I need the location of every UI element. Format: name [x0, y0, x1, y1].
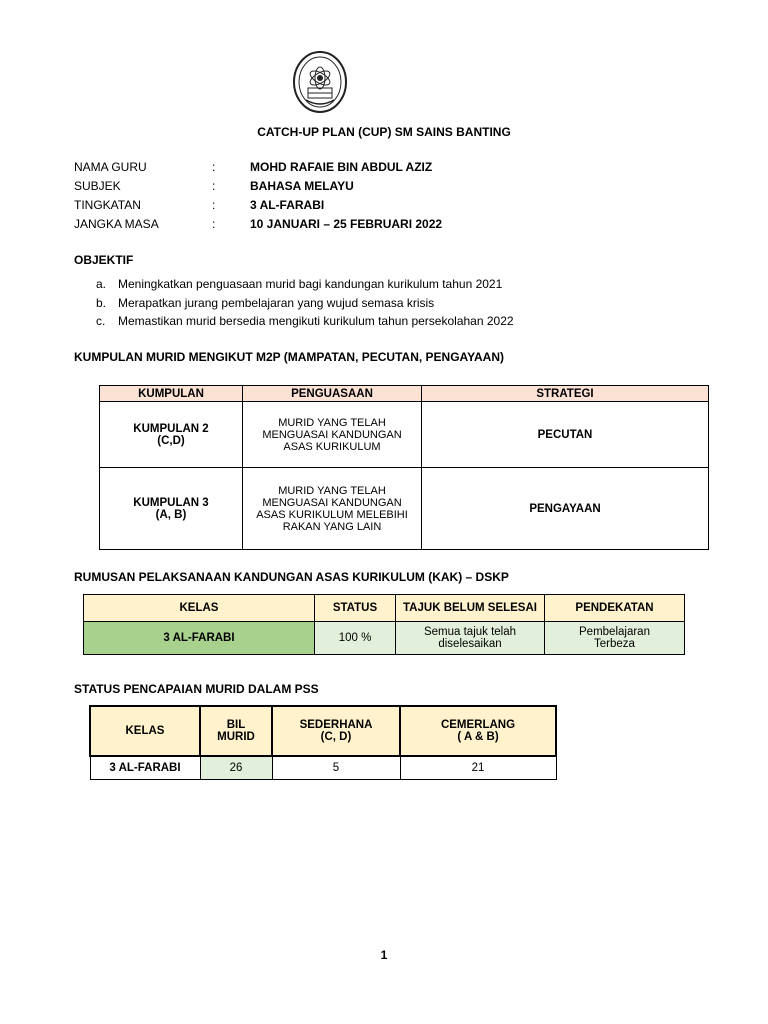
info-value: 3 AL-FARABI [250, 198, 325, 212]
table-cell: 26 [200, 756, 272, 780]
column-header [272, 706, 400, 756]
info-value: 10 JANUARI – 25 FEBRUARI 2022 [250, 217, 443, 231]
list-item [96, 296, 514, 315]
table-cell: PENGAYAAN [422, 468, 709, 550]
kumpulan-table [99, 385, 709, 550]
info-row-tingkatan [74, 198, 442, 217]
info-label: JANGKA MASA [74, 217, 159, 231]
table-cell [545, 622, 685, 655]
info-value: BAHASA MELAYU [250, 179, 354, 193]
cell-line: KUMPULAN 3 [133, 496, 209, 509]
page-title: CATCH-UP PLAN (CUP) SM SAINS BANTING [257, 125, 511, 139]
list-text: Merapatkan jurang pembelajaran yang wujud semasa krisis [118, 295, 435, 310]
info-colon: : [212, 179, 216, 193]
cell-line: MENGUASAI KANDUNGAN [262, 496, 402, 509]
info-colon: : [212, 198, 216, 212]
column-header: STRATEGI [422, 386, 709, 402]
list-letter: b. [96, 295, 107, 310]
cell-line: (C,D) [157, 434, 185, 447]
info-row-jangka-masa [74, 217, 442, 236]
column-header [400, 706, 556, 756]
cell-line: Pembelajaran [579, 626, 650, 638]
header-line: MURID [217, 731, 255, 743]
column-header: KELAS [84, 595, 315, 622]
info-label: TINGKATAN [74, 198, 141, 212]
info-label: NAMA GURU [74, 160, 147, 174]
table-cell [396, 622, 545, 655]
cell-line: RAKAN YANG LAIN [282, 520, 382, 533]
cell-line: Semua tajuk telah [423, 626, 517, 638]
info-label: SUBJEK [74, 179, 121, 193]
header-line: SEDERHANA [299, 719, 373, 731]
list-text: Memastikan murid bersedia mengikuti kurikulum tahun persekolahan 2022 [118, 314, 514, 328]
info-block [74, 160, 442, 236]
table-cell: 5 [272, 756, 400, 780]
cell-line: ASAS KURIKULUM [283, 440, 381, 453]
table-cell: 100 % [315, 622, 396, 655]
table-cell [243, 468, 422, 550]
cell-line: MURID YANG TELAH [278, 416, 386, 429]
table-cell [100, 468, 243, 550]
column-header: PENDEKATAN [545, 595, 685, 622]
objektif-list [96, 277, 514, 333]
list-letter: a. [96, 277, 107, 291]
cell-line: MURID YANG TELAH [278, 484, 386, 497]
list-item [96, 277, 514, 296]
header-line: (C, D) [320, 731, 352, 743]
cell-line: MENGUASAI KANDUNGAN [262, 428, 402, 441]
table-row [100, 402, 709, 468]
header-line: ( A & B) [457, 731, 499, 743]
rumusan-heading: RUMUSAN PELAKSANAAN KANDUNGAN ASAS KURIKULUM (KAK) – DSKP [74, 570, 509, 584]
table-row [100, 468, 709, 550]
header-line: BIL [226, 719, 246, 731]
pss-heading: STATUS PENCAPAIAN MURID DALAM PSS [74, 682, 319, 696]
info-row-nama-guru [74, 160, 442, 179]
cell-line: (A, B) [155, 508, 187, 521]
column-header: KUMPULAN [100, 386, 243, 402]
kumpulan-heading: KUMPULAN MURID MENGIKUT M2P (MAMPATAN, PECUTAN, PENGAYAAN) [74, 350, 505, 364]
header-line: CEMERLANG [440, 719, 516, 731]
column-header: PENGUASAAN [243, 386, 422, 402]
column-header: KELAS [90, 706, 200, 756]
cell-line: diselesaikan [438, 638, 502, 650]
rumusan-table [83, 594, 685, 655]
table-cell: 3 AL-FARABI [84, 622, 315, 655]
info-colon: : [212, 217, 216, 231]
school-crest-logo [292, 50, 348, 114]
objektif-heading: OBJEKTIF [74, 253, 134, 267]
table-cell: PECUTAN [422, 402, 709, 468]
column-header: TAJUK BELUM SELESAI [396, 595, 545, 622]
column-header: STATUS [315, 595, 396, 622]
cell-line: ASAS KURIKULUM MELEBIHI [256, 508, 408, 521]
page-number: 1 [380, 948, 388, 962]
table-cell [100, 402, 243, 468]
info-row-subjek [74, 179, 442, 198]
list-text: Meningkatkan penguasaan murid bagi kandungan kurikulum tahun 2021 [118, 277, 503, 291]
table-cell: 3 AL-FARABI [90, 756, 200, 780]
info-value: MOHD RAFAIE BIN ABDUL AZIZ [250, 160, 433, 174]
info-colon: : [212, 160, 216, 174]
list-item [96, 314, 514, 333]
list-letter: c. [96, 314, 106, 328]
pss-table [89, 705, 557, 780]
table-row [84, 622, 685, 655]
cell-line: KUMPULAN 2 [133, 422, 209, 435]
cell-line: Terbeza [594, 638, 635, 650]
table-row [90, 756, 556, 780]
table-cell: 21 [400, 756, 556, 780]
table-cell [243, 402, 422, 468]
column-header [200, 706, 272, 756]
